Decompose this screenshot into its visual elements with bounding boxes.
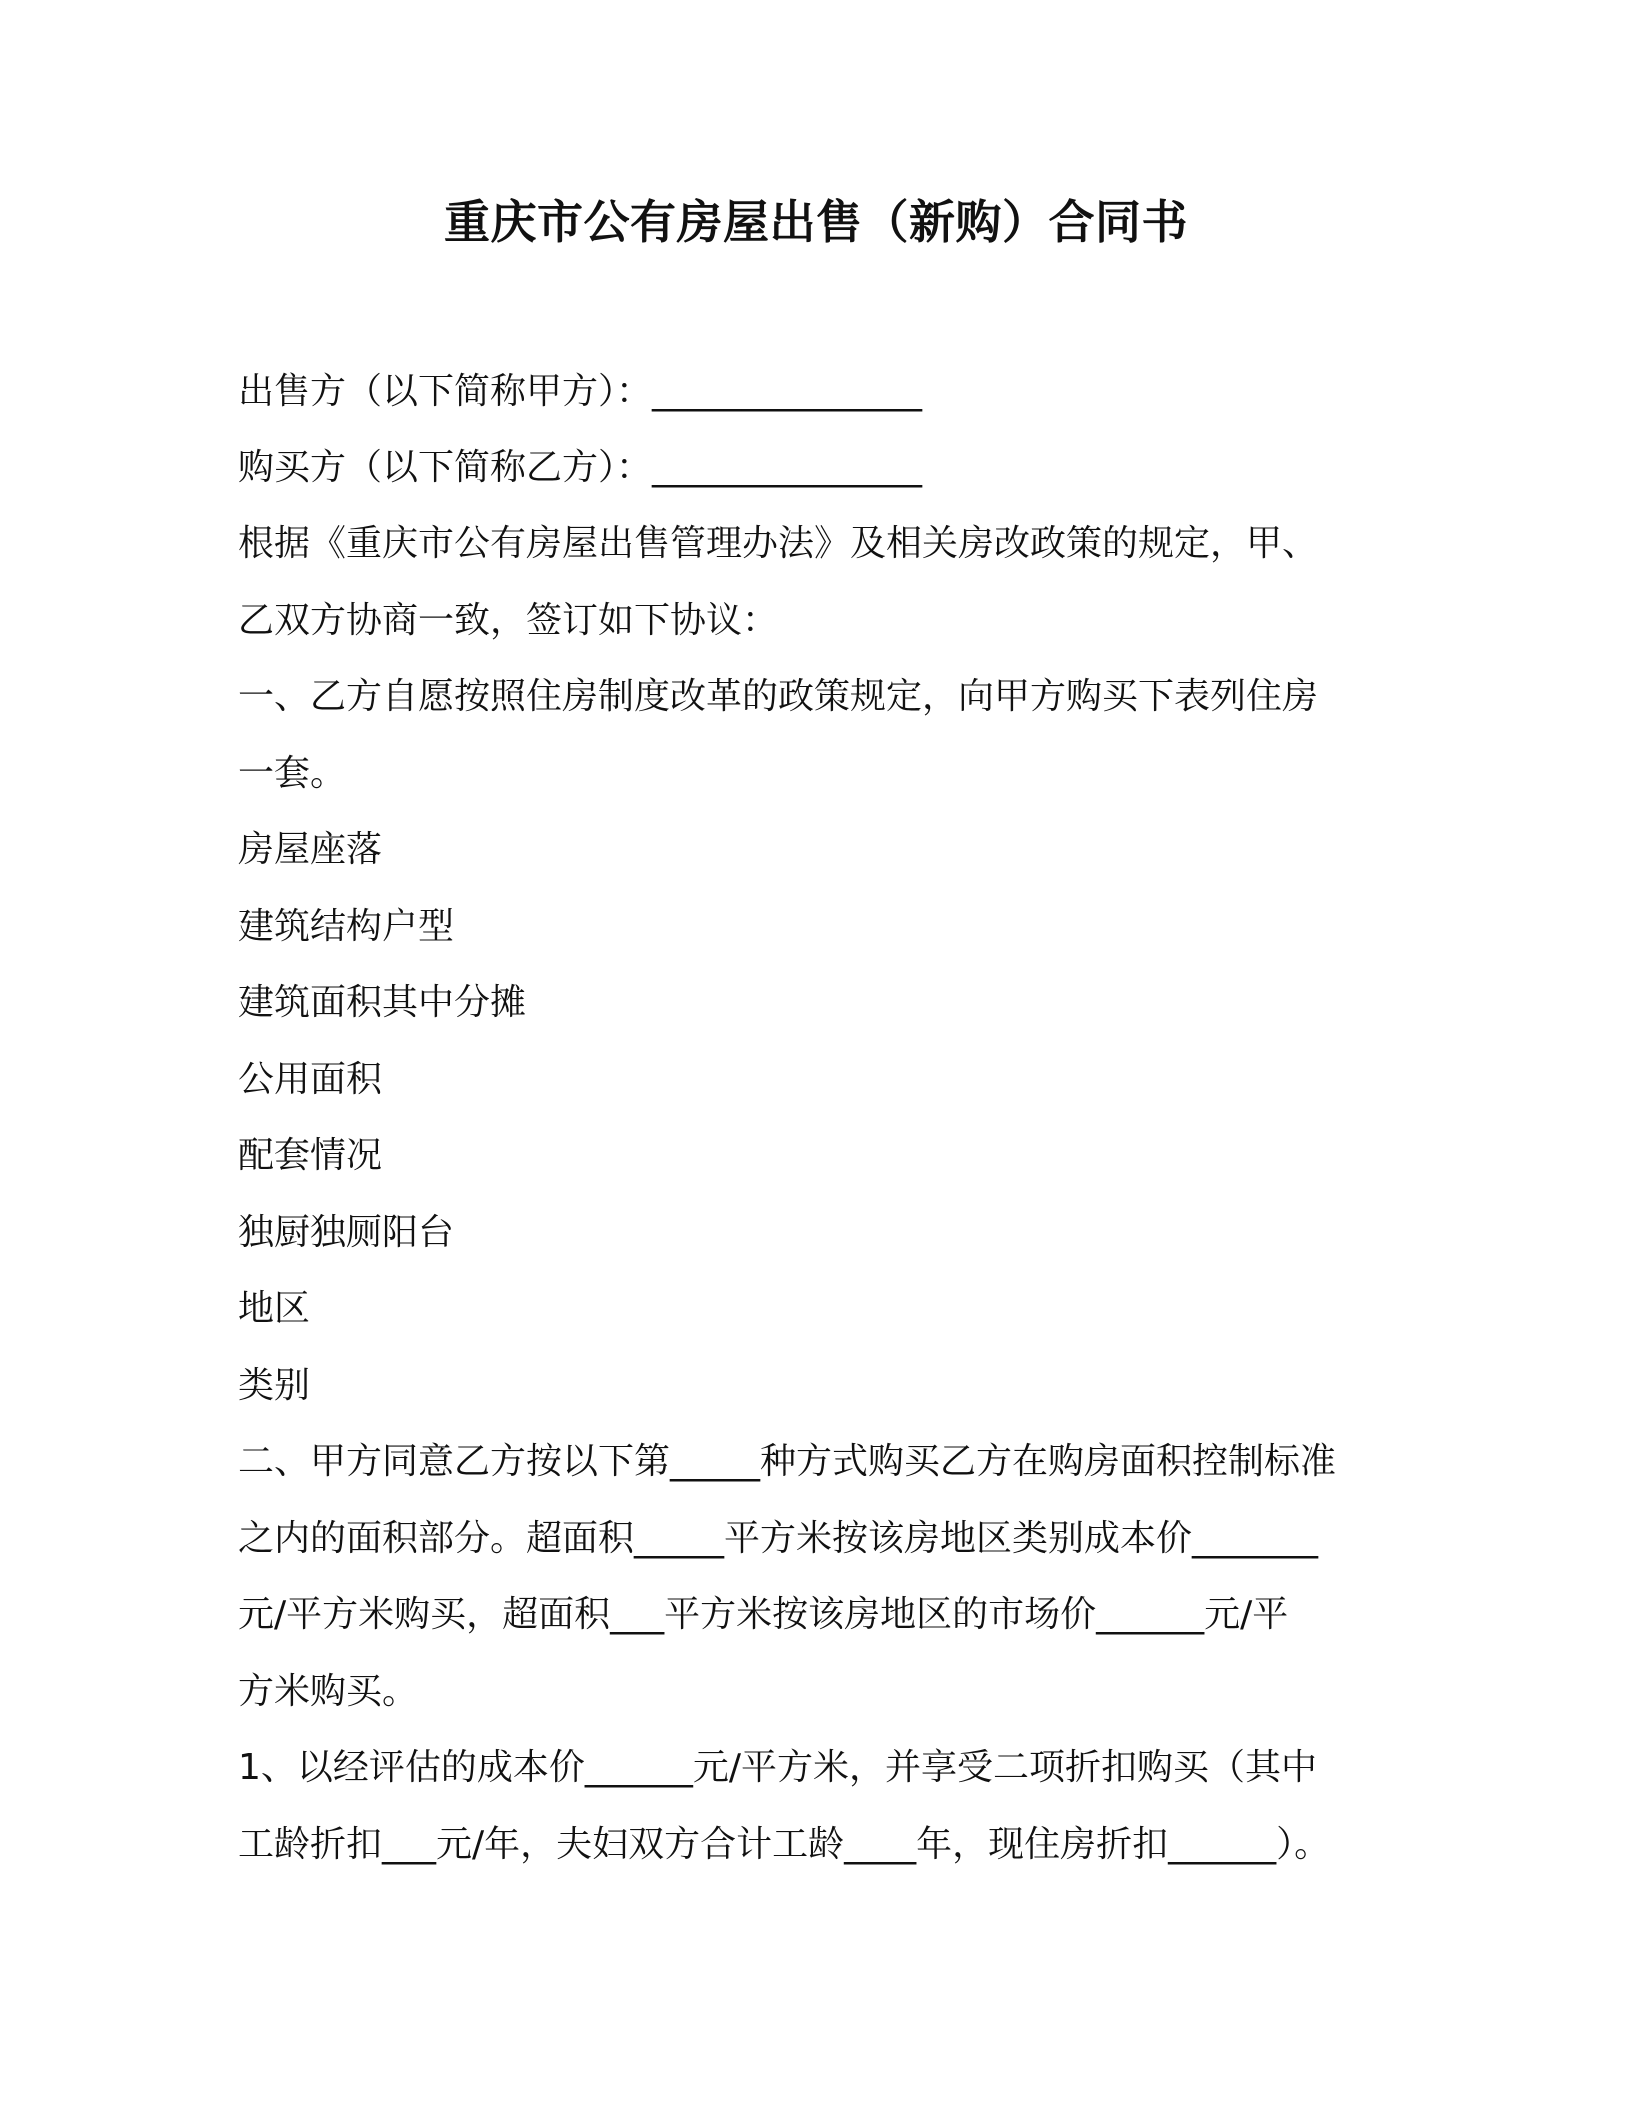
preamble-line-2: 乙双方协商一致，签订如下协议： — [238, 600, 779, 641]
kitchen-toilet-label: 独厨独厕阳台 — [238, 1212, 455, 1253]
document-title: 重庆市公有房屋出售（新购）合同书 — [444, 195, 1188, 249]
clause-1-line-2: 一套。 — [238, 753, 347, 794]
structure-type-label: 建筑结构户型 — [238, 906, 455, 947]
clause-2-1-line-1: 1、以经评估的成本价______元/平方米，并享受二项折扣购买（其中 — [238, 1747, 1318, 1788]
buyer-line: 购买方（以下简称乙方）：_______________ — [238, 447, 923, 488]
facilities-label: 配套情况 — [238, 1135, 383, 1176]
seller-line: 出售方（以下简称甲方）：_______________ — [238, 371, 923, 412]
clause-2-line-2: 之内的面积部分。超面积_____平方米按该房地区类别成本价_______ — [238, 1518, 1319, 1559]
floor-area-label: 建筑面积其中分摊 — [238, 982, 527, 1023]
clause-1-line-1: 一、乙方自愿按照住房制度改革的政策规定，向甲方购买下表列住房 — [238, 676, 1319, 717]
region-label: 地区 — [238, 1288, 311, 1329]
clause-2-line-1: 二、甲方同意乙方按以下第_____种方式购买乙方在购房面积控制标准 — [238, 1441, 1337, 1482]
clause-2-line-3: 元/平方米购买，超面积___平方米按该房地区的市场价______元/平 — [238, 1594, 1289, 1635]
clause-2-line-4: 方米购买。 — [238, 1671, 419, 1712]
clause-2-1-line-2: 工龄折扣___元/年，夫妇双方合计工龄____年，现住房折扣______）。 — [238, 1824, 1331, 1865]
house-location-label: 房屋座落 — [238, 829, 383, 870]
category-label: 类别 — [238, 1365, 311, 1406]
preamble-line-1: 根据《重庆市公有房屋出售管理办法》及相关房改政策的规定，甲、 — [238, 523, 1319, 564]
public-area-label: 公用面积 — [238, 1059, 383, 1100]
